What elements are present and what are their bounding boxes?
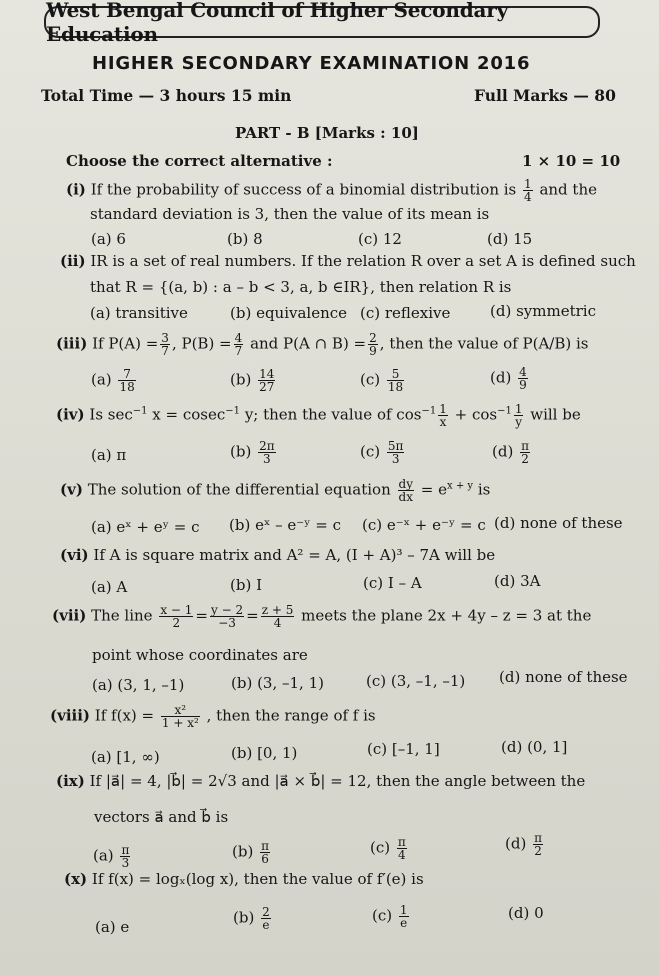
q1-option-b: (b) 8 bbox=[227, 230, 263, 248]
q5-option-d: (d) none of these bbox=[494, 514, 623, 532]
question-2-line2: that R = {(a, b) : a – b < 3, a, b ∈IR}, then relation R is bbox=[90, 278, 512, 296]
q9-option-a: (a) $\frac{\pi}{3}$ bbox=[93, 843, 130, 870]
q7-option-a: (a) (3, 1, –1) bbox=[92, 676, 185, 694]
q8-option-b: (b) [0, 1) bbox=[231, 744, 298, 762]
question-5: (v) The solution of the differential equation $\frac{dy}{dx}$ = $e^{x + y}$ is bbox=[60, 477, 491, 504]
q6-option-d: (d) 3A bbox=[494, 572, 541, 590]
q2-option-d: (d) symmetric bbox=[490, 302, 596, 320]
q4-option-b: (b) $\frac{2\pi}{3}$ bbox=[230, 439, 275, 466]
exam-title: HIGHER SECONDARY EXAMINATION 2016 bbox=[92, 53, 531, 74]
q7-option-b: (b) (3, –1, 1) bbox=[231, 674, 324, 692]
q9-option-c: (c) $\frac{\pi}{4}$ bbox=[370, 835, 406, 862]
q4-option-a: (a) π bbox=[91, 446, 127, 464]
q6-option-b: (b) I bbox=[230, 576, 262, 594]
instruction: Choose the correct alternative : bbox=[66, 152, 333, 170]
q1-option-a: (a) 6 bbox=[91, 230, 126, 248]
q3-option-c: (c) $\frac{5}{18}$ bbox=[360, 367, 404, 394]
full-marks: Full Marks — 80 bbox=[474, 86, 616, 105]
q2-option-a: (a) transitive bbox=[90, 304, 188, 322]
q1-option-d: (d) 15 bbox=[487, 230, 533, 248]
q5-option-c: (c) e⁻ˣ + e⁻ʸ = c bbox=[362, 516, 486, 534]
q3-option-a: (a) $\frac{7}{18}$ bbox=[91, 367, 135, 394]
q5-option-b: (b) eˣ – e⁻ʸ = c bbox=[229, 516, 341, 534]
question-9-line2: vectors a⃗ and b⃗ is bbox=[94, 808, 229, 826]
question-1-line2: standard deviation is 3, then the value of its mean is bbox=[90, 205, 490, 223]
q3-option-b: (b) $\frac{14}{27}$ bbox=[230, 367, 275, 394]
part-title: PART - B [Marks : 10] bbox=[235, 124, 419, 142]
q4-option-c: (c) $\frac{5\pi}{3}$ bbox=[360, 439, 404, 466]
q4-option-d: (d) $\frac{\pi}{2}$ bbox=[492, 439, 529, 466]
q10-option-a: (a) e bbox=[95, 918, 130, 936]
q2-option-b: (b) equivalence bbox=[230, 304, 348, 322]
question-1: (i) If the probability of success of a binomial distribution is $\frac{1}{4}$ and the bbox=[66, 177, 597, 204]
council-banner bbox=[44, 0, 600, 46]
q7-option-c: (c) (3, –1, –1) bbox=[366, 672, 466, 690]
question-9: (ix) If |a⃗| = 4, |b⃗| = 2√3 and |a⃗ × b⃗| = 12, then the angle between the bbox=[56, 772, 586, 790]
q9-option-d: (d) $\frac{\pi}{2}$ bbox=[505, 831, 542, 858]
question-7: (vii) The line $\frac{x - 1}{2}$ = $\frac{y - 2}{-3}$ = $\frac{z + 5}{4}$ meets the plane 2x + 4y – z = 3 at the bbox=[52, 603, 592, 630]
q10-option-b: (b) $\frac{2}{e}$ bbox=[233, 905, 270, 932]
q8-option-c: (c) [–1, 1] bbox=[367, 740, 440, 758]
question-10: (x) If f(x) = logₓ(log x), then the value of f′(e) is bbox=[64, 870, 424, 888]
question-2: (ii) IR is a set of real numbers. If the relation R over a set A is defined such bbox=[60, 252, 636, 270]
q9-option-b: (b) $\frac{\pi}{6}$ bbox=[232, 839, 269, 866]
q2-option-c: (c) reflexive bbox=[360, 304, 451, 322]
q5-option-a: (a) eˣ + eʸ = c bbox=[91, 518, 200, 536]
q1-option-c: (c) 12 bbox=[358, 230, 402, 248]
question-6: (vi) If A is square matrix and A² = A, (I + A)³ – 7A will be bbox=[60, 546, 496, 564]
q8-option-d: (d) (0, 1] bbox=[501, 738, 568, 756]
question-3: (iii) If P(A) = $\frac{3}{7}$ , P(B) = $\frac{4}{7}$ and P(A ∩ B) = $\frac{2}{9}$ , then the value of P(A/B) is bbox=[56, 331, 589, 358]
question-4: (iv) Is $\sec^{-1} x = cosec^{-1}$ y; then the value of $\cos^{-1}$ $\frac{1}{x}$ + $\cos^{-1}$ $\frac{1}{y}$ will be bbox=[56, 402, 581, 429]
q7-option-d: (d) none of these bbox=[499, 668, 628, 686]
q6-option-a: (a) A bbox=[91, 578, 128, 596]
q10-option-d: (d) 0 bbox=[508, 904, 544, 922]
question-8: (viii) If f(x) = $\frac{\text{x²}}{\text{1 + x²}}$ , then the range of f is bbox=[50, 703, 376, 730]
q3-option-d: (d) $\frac{4}{9}$ bbox=[490, 365, 527, 392]
council-name: West Bengal Council of Higher Secondary Education bbox=[46, 0, 509, 46]
question-7-line2: point whose coordinates are bbox=[92, 646, 308, 664]
total-time: Total Time — 3 hours 15 min bbox=[41, 86, 292, 105]
q6-option-c: (c) I – A bbox=[363, 574, 422, 592]
q8-option-a: (a) [1, ∞) bbox=[91, 748, 160, 766]
q10-option-c: (c) $\frac{1}{e}$ bbox=[372, 903, 408, 930]
marks-scheme: 1 × 10 = 10 bbox=[522, 152, 621, 170]
